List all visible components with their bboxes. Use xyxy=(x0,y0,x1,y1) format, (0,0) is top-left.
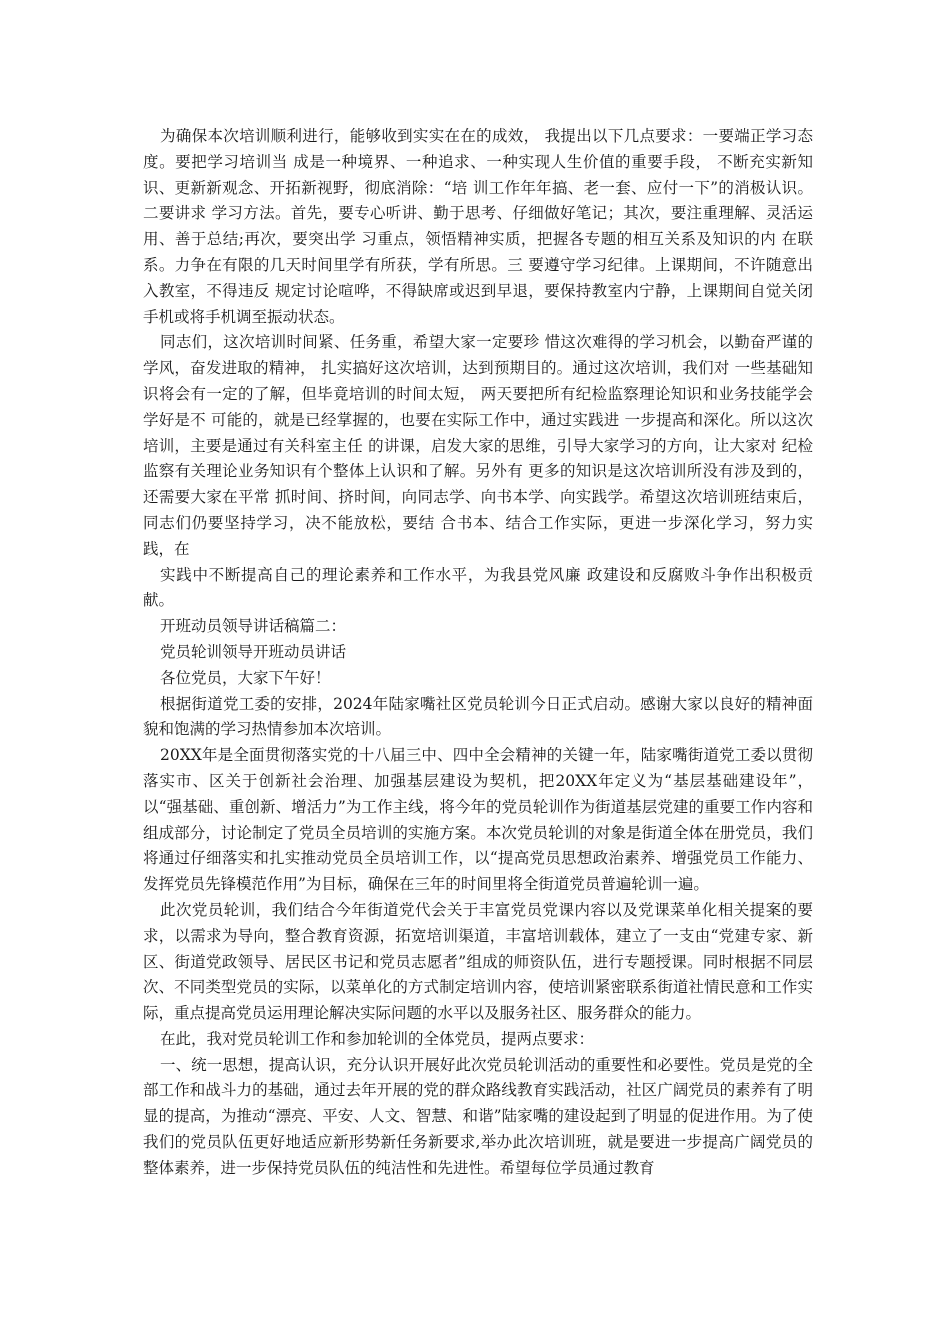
speech-title: 党员轮训领导开班动员讲话 xyxy=(160,642,347,661)
greeting: 各位党员，大家下午好！ xyxy=(160,668,331,687)
paragraph-unify-thinking: 一、统一思想，提高认识，充分认识开展好此次党员轮训活动的重要性和必要性。党员是党的全部工作和战斗力的基础，通过去年开展的党的群众路线教育实践活动，社区广阔党员的素养有了明显的提高，为推动“漂亮、平安、人文、智慧、和谐”陆家嘴的建设起到了明显的促进作用。为了使我们的党员队伍更好地适应新形势新任务新要求,举办此次培训班，就是要进一步提高广阔党员的整体素养，进一步保持党员队伍的纯洁性和先进性。希望每位学员通过教育 xyxy=(143,1055,813,1177)
section-heading-part-two: 开班动员领导讲话稿篇二： xyxy=(160,617,347,636)
paragraph-practice: 实践中不断提高自己的理论素养和工作水平，为我县党风廉 政建设和反腐败斗争作出积极贡献。 xyxy=(143,565,813,610)
paragraph-key-year: 20XX年是全面贯彻落实党的十八届三中、四中全会精神的关键一年，陆家嘴街道党工委以贯彻落实市、区关于创新社会治理、加强基层建设为契机，把20XX年定义为“基层基础建设年”，以“强基础、重创新、增活力”为工作主线，将今年的党员轮训作为街道基层党建的重要工作内容和组成部分，讨论制定了党员全员培训的实施方案。本次党员轮训的对象是街道全体在册党员，我们将通过仔细落实和扎实推动党员全员培训工作，以“提高党员思想政治素养、增强党员工作能力、发挥党员先锋模范作用”为目标，确保在三年的时间里将全街道党员普遍轮训一遍。 xyxy=(143,746,813,894)
document-body xyxy=(143,124,813,1182)
paragraph-two-requirements: 在此，我对党员轮训工作和参加轮训的全体党员，提两点要求： xyxy=(160,1029,595,1048)
paragraph-arrangement: 根据街道党工委的安排，2024年陆家嘴社区党员轮训今日正式启动。感谢大家以良好的精神面貌和饱满的学习热情参加本次培训。 xyxy=(143,694,813,739)
paragraph-training-approach: 此次党员轮训，我们结合今年街道党代会关于丰富党员党课内容以及党课菜单化相关提案的要求，以需求为导向，整合教育资源，拓宽培训渠道，丰富培训载体，建立了一支由“党建专家、新区、街道党政领导、居民区书记和党员志愿者”组成的师资队伍，进行专题授课。同时根据不同层次、不同类型党员的实际，以菜单化的方式制定培训内容，使培训紧密联系街道社情民意和工作实际，重点提高党员运用理论解决实际问题的水平以及服务社区、服务群众的能力。 xyxy=(143,900,813,1023)
paragraph-study-requirements: 为确保本次培训顺利进行，能够收到实实在在的成效， 我提出以下几点要求：一要端正学习态度。要把学习培训当 成是一种境界、一种追求、一种实现人生价值的重要手段， 不断充实新知识、更新新观念、开拓新视野，彻底消除：“培 训工作年年搞、老一套、应付一下”的消极认识。二要讲求 学习方法。首先，要专心听讲、勤于思考、仔细做好笔记；其次，要注重理解、灵活运用、善于总结;再次，要突出学 习重点，领悟精神实质，把握各专题的相互关系及知识的内 在联系。力争在有限的几天时间里学有所获，学有所思。三 要遵守学习纪律。上课期间，不许随意出入教室，不得违反 规定讨论喧哗，不得缺席或迟到早退，要保持教室内宁静，上课期间自觉关闭手机或将手机调至振动状态。 xyxy=(143,127,813,326)
paragraph-comrades: 同志们，这次培训时间紧、任务重，希望大家一定要珍 惜这次难得的学习机会，以勤奋严谨的学风，奋发进取的精神， 扎实搞好这次培训，达到预期目的。通过这次培训，我们对 一些基础知识将会有一定的了解，但毕竟培训的时间太短， 两天要把所有纪检监察理论知识和业务技能学会学好是不 可能的，就是已经掌握的，也要在实际工作中，通过实践进 一步提高和深化。所以这次培训，主要是通过有关科室主任 的讲课，启发大家的思维，引导大家学习的方向，让大家对 纪检监察有关理论业务知识有个整体上认识和了解。另外有 更多的知识是这次培训所没有涉及到的，还需要大家在平常 抓时间、挤时间，向同志学、向书本学、向实践学。希望这次培训班结束后，同志们仍要坚持学习，决不能放松，要结 合书本、结合工作实际，更进一步深化学习，努力实践，在 xyxy=(143,333,813,558)
